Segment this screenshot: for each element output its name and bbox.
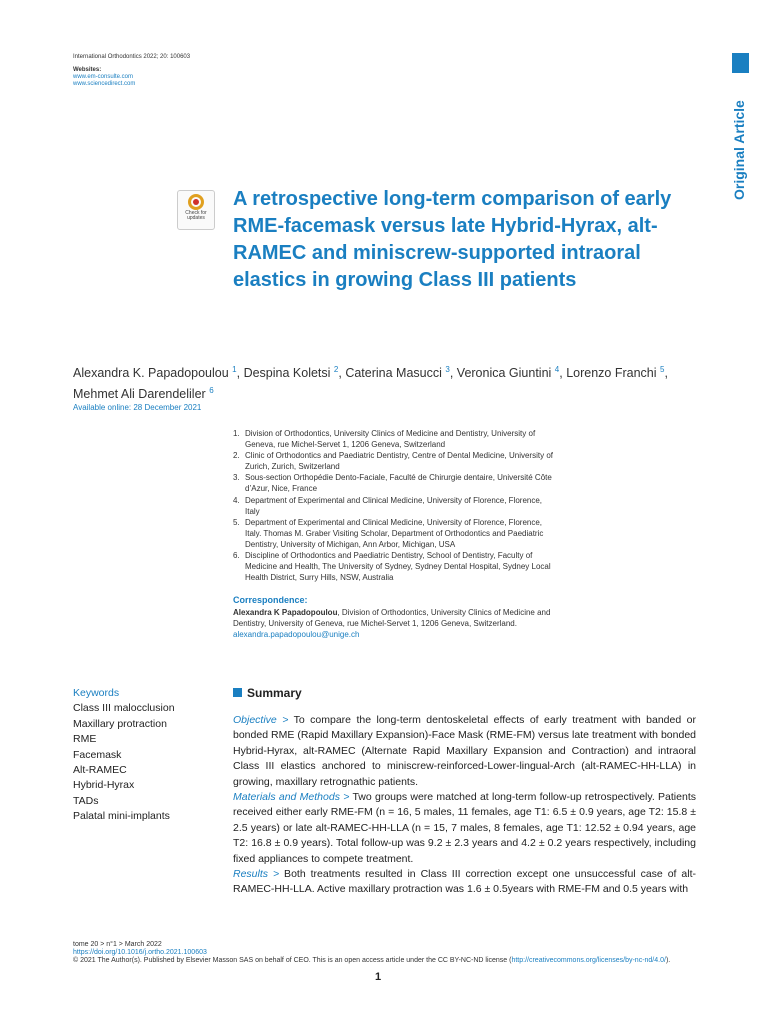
- author-name: Mehmet Ali Darendeliler: [73, 387, 206, 402]
- author-list: [73, 361, 713, 403]
- keywords-list: [73, 701, 213, 824]
- affiliation-item: [233, 550, 553, 583]
- section-bullet-icon: [233, 688, 242, 697]
- author-affiliation-ref[interactable]: 2: [333, 365, 339, 374]
- correspondence-details: [233, 607, 563, 629]
- results-label: Results >: [233, 868, 280, 881]
- affiliation-item: [233, 517, 553, 550]
- keywords-heading: Keywords: [73, 687, 120, 699]
- website-link-sciencedirect[interactable]: www.sciencedirect.com: [73, 81, 136, 87]
- author-affiliation-ref[interactable]: 4: [554, 365, 560, 374]
- author-affiliation-ref[interactable]: 3: [445, 365, 450, 374]
- summary-body: [233, 713, 696, 898]
- summary-methods: [233, 790, 696, 867]
- methods-label: Materials and Methods >: [233, 791, 350, 804]
- results-text: Both treatments resulted in Class III correction except one unsuccessful case of alt-RAMEC-HH-LLA. Active maxillary protraction was 1.6 ± 0.5years with RME-FM and 0.5 years with: [233, 868, 696, 896]
- correspondence-block: [233, 595, 563, 640]
- methods-text: Two groups were matched at long-term follow-up retrospectively. Patients received either early RME-FM (n = 16, 5 males, 11 females, age T1: 6.5 ± 0.9 years, age T2: 15.8 ± 2.5 years) or late alt-RAMEC-HH-LLA (n = 15, 7 males, 8 females, age T1: 12.52 ± 0.94 years, age T2: 16.8 ± 0.9 years). Total follow-up was 9.2 ± 2.3 years and 4.2 ± 0.2 years respectively, including fixed appliances to compete treatment.: [233, 791, 696, 865]
- affiliation-item: [233, 472, 553, 494]
- summary-heading: [233, 686, 302, 700]
- affiliation-text: Sous-section Orthopédie Dento-Faciale, Faculté de Chirurgie dentaire, Université Côte d’Azur, Nice, France: [245, 473, 552, 494]
- author-separator: ,: [338, 366, 346, 381]
- author-separator: ,: [559, 366, 567, 381]
- copyright-end: ).: [665, 957, 671, 964]
- website-link-em-consulte[interactable]: www.em-consulte.com: [73, 74, 134, 80]
- author-affiliation-ref[interactable]: 5: [660, 365, 665, 374]
- article-type-text: Original Article: [731, 100, 747, 200]
- article-type-label: [727, 90, 753, 200]
- affiliation-text: Department of Experimental and Clinical Medicine, University of Florence, Florence, Italy: [245, 495, 543, 516]
- correspondence-name: Alexandra K Papadopoulou: [233, 608, 338, 617]
- page-footer: [73, 941, 693, 965]
- keyword-item: Maxillary protraction: [73, 717, 167, 730]
- issue-info: tome 20 > n°1 > March 2022: [73, 941, 162, 948]
- keyword-item: Hybrid-Hyrax: [73, 779, 135, 792]
- objective-text: To compare the long-term dentoskeletal effects of early treatment with banded or bonded RME (Rapid Maxillary Expansion)-Face Mask (RME-FM) versus late treatment with bonded Hybrid-Hyrax, alt-RAMEC (Alternate Rapid Maxillary Expansion and Contraction) and intraoral Class III elastics anchored to miniscrew-reinforced-Lower-lingual-Arch (alt-RAMEC-HH-LLA) in growing, maxillary retrognathic patients.: [233, 714, 696, 788]
- affiliation-item: [233, 495, 553, 517]
- summary-objective: [233, 713, 696, 790]
- affiliation-number: 3.: [233, 473, 240, 483]
- affiliation-number: 2.: [233, 451, 240, 461]
- websites-label: Websites:: [73, 67, 102, 73]
- correspondence-address: , Division of Orthodontics, University Clinics of Medicine and Dentistry, University of Geneva, rue Michel-Servet 1, 1206 Geneva, Switzerland.: [233, 608, 551, 628]
- keyword-item: Palatal mini-implants: [73, 810, 170, 823]
- page-number: 1: [375, 971, 382, 983]
- available-online-date: Available online: 28 December 2021: [73, 403, 202, 412]
- keywords-block: [73, 686, 213, 825]
- author-separator: ,: [449, 366, 457, 381]
- keyword-item: TADs: [73, 794, 99, 807]
- author-separator: ,: [664, 366, 668, 381]
- affiliation-text: Department of Experimental and Clinical Medicine, University of Florence, Florence, Italy. Thomas M. Graber Visiting Scholar, Department of Orthodontics and Paediatric Dentistry, University of Michigan, Ann Arbor, Michigan, USA: [245, 517, 544, 549]
- websites-block: [73, 67, 135, 88]
- check-updates-label: Check for updates: [185, 210, 207, 221]
- affiliation-item: [233, 450, 553, 472]
- affiliation-item: [233, 428, 553, 450]
- correspondence-heading: Correspondence:: [233, 595, 308, 605]
- keyword-item: Alt-RAMEC: [73, 764, 127, 777]
- author-name: Caterina Masucci: [345, 366, 442, 381]
- keyword-item: RME: [73, 733, 97, 746]
- author-separator: ,: [236, 366, 244, 381]
- summary-results: [233, 867, 696, 898]
- author-name: Despina Koletsi: [243, 366, 331, 381]
- section-tab-marker: [732, 53, 749, 73]
- affiliation-number: 4.: [233, 495, 240, 505]
- author-name: Lorenzo Franchi: [566, 366, 657, 381]
- affiliations-list: [233, 428, 553, 583]
- affiliation-text: Clinic of Orthodontics and Paediatric Dentistry, Centre of Dental Medicine, University of Zurich, Zurich, Switzerland: [245, 451, 553, 472]
- objective-label: Objective >: [233, 714, 289, 726]
- keyword-item: Class III malocclusion: [73, 702, 175, 715]
- journal-header: International Orthodontics 2022; 20: 100603: [73, 54, 191, 60]
- keyword-item: Facemask: [73, 748, 122, 761]
- license-link[interactable]: http://creativecommons.org/licenses/by-nc-nd/4.0/: [511, 957, 666, 964]
- article-title: A retrospective long-term comparison of early RME-facemask versus late Hybrid-Hyrax, alt-RAMEC and miniscrew-supported intraoral elastics in growing Class III patients: [233, 188, 672, 291]
- affiliation-number: 6.: [233, 551, 240, 561]
- correspondence-email[interactable]: alexandra.papadopoulou@unige.ch: [233, 630, 360, 639]
- author-affiliation-ref[interactable]: 6: [209, 386, 214, 396]
- affiliation-text: Division of Orthodontics, University Clinics of Medicine and Dentistry, University of Geneva, rue Michel-Servet 1, 1206 Geneva, Switzerland: [245, 429, 536, 450]
- copyright-notice: [73, 957, 693, 965]
- summary-heading-text: Summary: [247, 686, 302, 700]
- affiliation-text: Discipline of Orthodontics and Paediatric Dentistry, School of Dentistry, Faculty of Medicine and Health, The University of Sydney, Sydney Dental Hospital, Sydney Local Health District, Surry Hills, NSW, Australia: [245, 551, 551, 583]
- check-for-updates-badge[interactable]: [177, 190, 215, 230]
- author-name: Alexandra K. Papadopoulou: [73, 366, 229, 381]
- author-affiliation-ref[interactable]: 1: [232, 365, 237, 374]
- copyright-text: © 2021 The Author(s). Published by Elsevier Masson SAS on behalf of CEO. This is an open access article under the CC BY-NC-ND license (: [73, 957, 512, 964]
- author-name: Veronica Giuntini: [456, 366, 552, 381]
- doi-link[interactable]: https://doi.org/10.1016/j.ortho.2021.100603: [73, 949, 207, 956]
- check-updates-icon: [188, 194, 204, 210]
- affiliation-number: 5.: [233, 517, 240, 527]
- affiliation-number: 1.: [233, 429, 240, 438]
